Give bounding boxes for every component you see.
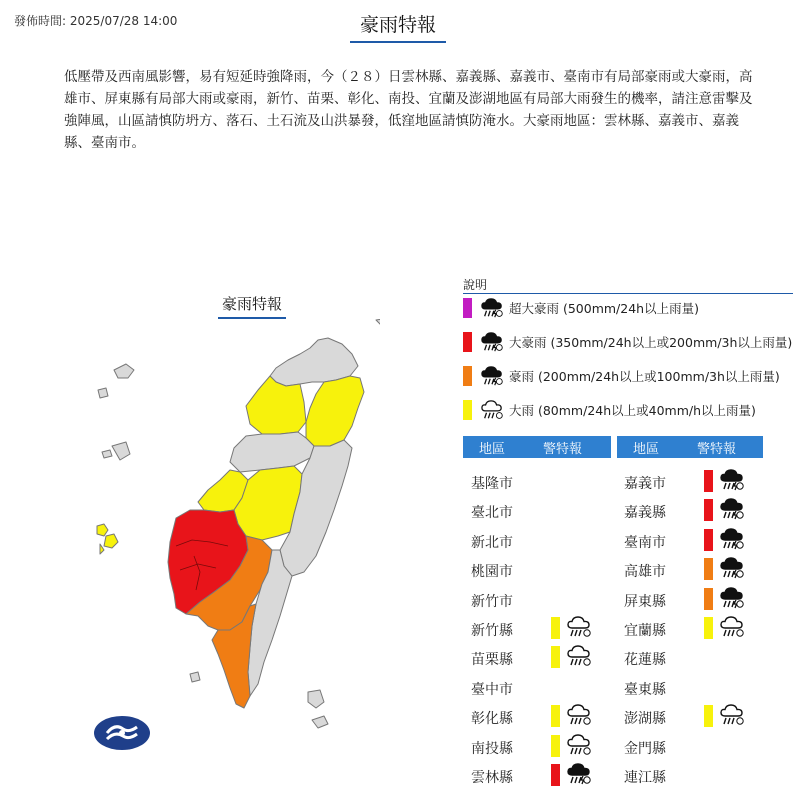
region-name: 桃園市 (471, 564, 513, 581)
table-row (624, 526, 774, 556)
warning-swatch (551, 705, 560, 727)
warning-icon-wrap (719, 703, 745, 727)
rain-outline-icon (479, 399, 505, 421)
region-yilan (306, 376, 364, 446)
region-name: 連江縣 (624, 770, 666, 786)
rain-outline-icon (566, 615, 592, 639)
warning-swatch (704, 529, 713, 551)
taiwan-warning-map (80, 310, 380, 730)
legend-label: 豪雨 (200mm/24h以上或100mm/3h以上雨量) (509, 369, 780, 384)
map-title: 豪雨特報 (218, 293, 286, 319)
legend-item-super-torrential (463, 297, 699, 319)
thunder-rain-heavy-icon (719, 556, 745, 580)
table-row (624, 673, 774, 703)
rain-outline-icon (566, 644, 592, 668)
legend-item-heavy (463, 399, 756, 421)
region-name: 臺南市 (624, 534, 666, 551)
thunder-rain-heavy-icon (479, 331, 505, 353)
legend-divider (463, 293, 793, 294)
region-name: 臺北市 (471, 505, 513, 522)
region-hsinchu-miaoli (246, 376, 306, 434)
header-warning-right: 警特報 (697, 441, 737, 457)
region-name: 新竹市 (471, 593, 513, 610)
page-title: 豪雨特報 (350, 10, 446, 43)
legend-title: 說明 (463, 278, 488, 292)
legend-icon-wrap (479, 365, 505, 387)
cwa-logo (93, 715, 151, 751)
table-row (471, 467, 621, 497)
warning-swatch (704, 588, 713, 610)
table-row (471, 614, 621, 644)
legend-swatch (463, 332, 472, 352)
region-name: 澎湖縣 (624, 711, 666, 728)
table-row (471, 496, 621, 526)
island-kinmen (114, 364, 134, 378)
header-warning-left: 警特報 (543, 441, 583, 457)
table-row (624, 585, 774, 615)
legend-label: 大豪雨 (350mm/24h以上或200mm/3h以上雨量) (509, 335, 793, 350)
region-name: 金門縣 (624, 740, 666, 757)
warning-icon-wrap (719, 586, 745, 610)
region-name: 基隆市 (471, 476, 513, 492)
island-green (308, 690, 324, 708)
region-name: 雲林縣 (471, 770, 513, 786)
table-row (471, 643, 621, 673)
island-matsu (98, 388, 108, 398)
rain-outline-icon (566, 703, 592, 727)
region-taichung (230, 432, 314, 472)
island-liuqiu (190, 672, 200, 682)
warning-icon-wrap (719, 527, 745, 551)
warning-icon-wrap (566, 762, 592, 786)
table-header-right (617, 436, 763, 458)
table-header-left (463, 436, 611, 458)
region-name: 苗栗縣 (471, 652, 513, 669)
thunder-rain-heavy-icon (566, 762, 592, 786)
warning-swatch (704, 558, 713, 580)
region-penghu (97, 524, 118, 554)
legend-icon-wrap (479, 331, 505, 353)
legend-icon-wrap (479, 297, 505, 319)
table-row (471, 555, 621, 585)
table-row (624, 496, 774, 526)
region-name: 臺東縣 (624, 681, 666, 698)
legend-item-torrential (463, 365, 780, 387)
thunder-rain-heavy-icon (719, 586, 745, 610)
warning-icon-wrap (719, 468, 745, 492)
region-name: 彰化縣 (471, 711, 513, 728)
island-pengjia (376, 318, 380, 326)
warning-swatch (551, 764, 560, 786)
issue-time: 發佈時間: 2025/07/28 14:00 (14, 14, 178, 28)
warning-swatch (551, 617, 560, 639)
island-wuqiu (102, 450, 112, 458)
warning-swatch (704, 470, 713, 492)
warning-icon-wrap (719, 615, 745, 639)
table-row (624, 614, 774, 644)
warning-swatch (704, 499, 713, 521)
region-name: 嘉義縣 (624, 505, 666, 522)
table-row (624, 732, 774, 762)
header-region-right: 地區 (633, 441, 660, 457)
rain-outline-icon (719, 615, 745, 639)
region-name: 高雄市 (624, 564, 666, 581)
legend-label: 超大豪雨 (500mm/24h以上雨量) (509, 301, 699, 316)
warning-icon-wrap (566, 615, 592, 639)
thunder-rain-heavy-icon (479, 365, 505, 387)
thunder-rain-heavy-icon (719, 497, 745, 521)
table-row (471, 673, 621, 703)
table-row (471, 526, 621, 556)
rain-outline-icon (719, 703, 745, 727)
table-row (624, 643, 774, 673)
region-name: 臺中市 (471, 681, 513, 698)
legend-item-extremely-torrential (463, 331, 792, 353)
region-name: 嘉義市 (624, 476, 666, 492)
warning-description: 低壓帶及西南風影響，易有短延時強降雨，今（２８）日雲林縣、嘉義縣、嘉義市、臺南市有局部豪雨或大豪雨，高雄市、屏東縣有局部大雨或豪雨，新竹、苗栗、彰化、南投、宜蘭及澎湖地區有局部大雨發生的機率，請注意雷擊及強陣風，山區請慎防坍方、落石、土石流及山洪暴發，低窪地區請慎防淹水。大豪雨地區：雲林縣、嘉義市、嘉義縣、臺南市。 (64, 69, 753, 151)
warning-icon-wrap (719, 497, 745, 521)
legend-swatch (463, 400, 472, 420)
warning-icon-wrap (566, 733, 592, 757)
thunder-rain-heavy-icon (719, 468, 745, 492)
warning-swatch (704, 617, 713, 639)
table-row (471, 585, 621, 615)
warning-swatch (551, 735, 560, 757)
rain-outline-icon (566, 733, 592, 757)
table-row (624, 761, 774, 791)
legend-swatch (463, 298, 472, 318)
table-row (471, 702, 621, 732)
legend-swatch (463, 366, 472, 386)
region-name: 新竹縣 (471, 623, 513, 639)
warning-icon-wrap (566, 703, 592, 727)
region-name: 南投縣 (471, 740, 513, 757)
thunder-rain-super-icon (479, 297, 505, 319)
table-row (624, 467, 774, 497)
region-name: 花蓮縣 (624, 652, 666, 669)
header-region-left: 地區 (479, 441, 506, 457)
island-orchid (312, 716, 328, 728)
table-row (624, 555, 774, 585)
table-row (624, 702, 774, 732)
legend-icon-wrap (479, 399, 505, 421)
table-row (471, 761, 621, 791)
region-name: 新北市 (471, 534, 513, 551)
warning-icon-wrap (719, 556, 745, 580)
warning-swatch (704, 705, 713, 727)
table-row (471, 732, 621, 762)
region-name: 屏東縣 (624, 593, 666, 610)
island-other (112, 442, 130, 460)
warning-icon-wrap (566, 644, 592, 668)
thunder-rain-heavy-icon (719, 527, 745, 551)
region-name: 宜蘭縣 (624, 623, 666, 639)
legend-label: 大雨 (80mm/24h以上或40mm/h以上雨量) (509, 403, 756, 418)
warning-swatch (551, 646, 560, 668)
